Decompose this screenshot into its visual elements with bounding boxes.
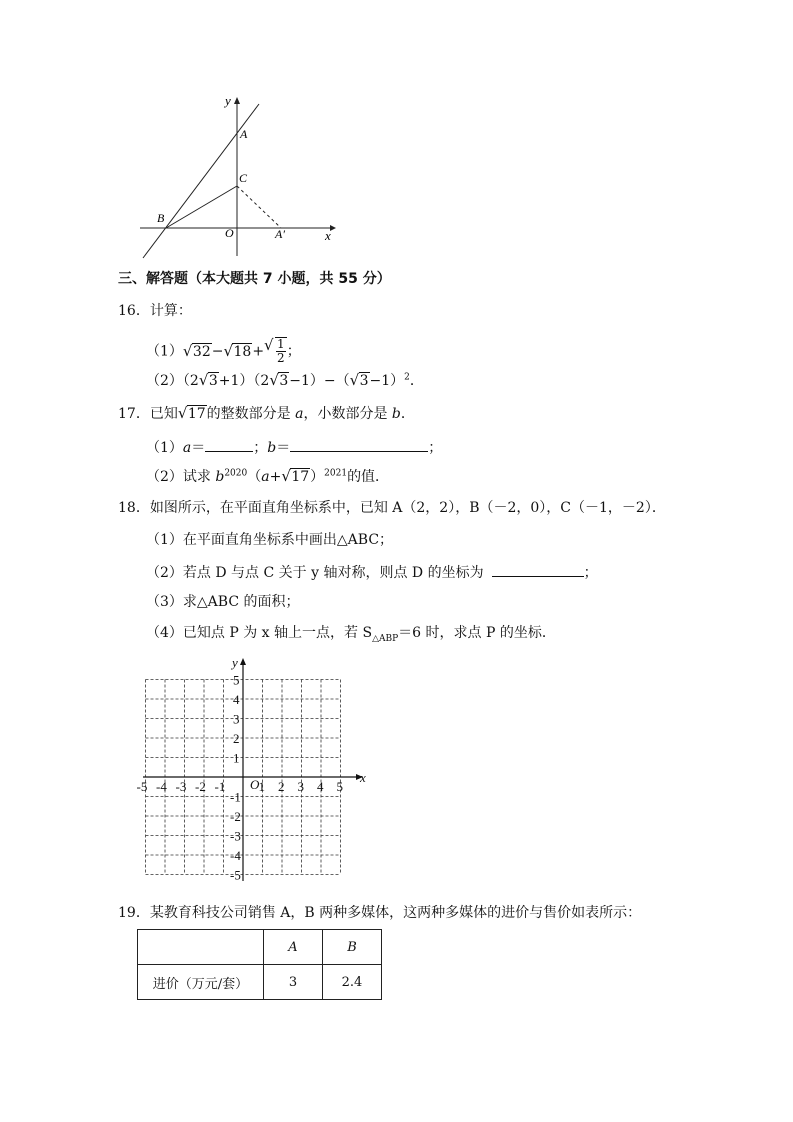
plus: + [269,469,282,485]
q16-p2-label: （2） [146,373,183,389]
x-axis-arrow [330,225,336,231]
x-tick-label: 3 [297,779,304,794]
semicolon: ； [428,440,443,456]
equals: ＝ [191,440,206,456]
top-figure [135,90,345,265]
q16-part2 [146,372,424,390]
semicolon: ； [286,343,301,360]
y-tick-label: 4 [233,692,240,707]
table-header-cell [138,930,264,965]
q18-part4 [146,624,556,642]
answer-blank-d[interactable] [492,562,584,577]
y-axis-arrow [234,97,240,104]
text: −1） [369,373,405,389]
plus: + [252,343,265,360]
fraction: √ $\frac{1}{2}$ [277,337,285,365]
var-b: b [391,406,401,422]
text: ） [310,469,325,485]
table-cell: 3 [264,965,323,1000]
exponent: 2020 [224,468,248,479]
radical: √ 3 [269,372,289,390]
q16-part1 [146,337,301,365]
price-table [137,929,382,1000]
x-tick-label: -5 [136,779,148,794]
q16-stem: 16．计算： [118,303,192,319]
exponent: 2021 [324,468,348,479]
origin-label: O [225,226,234,240]
x-tick-label: -2 [195,779,206,794]
x-tick-label: -3 [175,779,187,794]
text: 的值． [347,469,390,485]
text: ，小数部分是 [303,406,392,422]
point-a-label: A [240,127,248,141]
table-row [138,930,382,965]
y-axis-label: y [225,93,231,108]
table-header-cell: A [264,930,323,965]
radical: √ 17 [281,468,310,486]
q18-part1: （1）在平面直角坐标系中画出△ABC； [146,532,394,548]
q17-stem [118,405,415,423]
text: 的整数部分是 [206,406,296,422]
line-ca-prime [237,186,281,228]
answer-blank-b[interactable] [290,437,428,452]
text: （2）若点 D 与点 C 关于 y 轴对称，则点 D 的坐标为 [146,565,484,581]
q17-part2 [146,468,389,486]
minus: − [211,343,224,360]
q18-stem: 18．如图所示，在平面直角坐标系中，已知 A（2，2），B（－2，0），C（－1，－2）． [118,500,666,516]
var-a: a [295,406,304,422]
text: ． [400,406,415,422]
text: （2 [182,373,199,389]
text: （ [247,469,262,485]
y-tick-label: -4 [230,848,241,863]
x-tick-label: 4 [317,779,324,794]
y-tick-label: -3 [230,828,241,844]
text: ． [409,373,424,389]
y-axis-arrow [240,658,246,665]
radical: √ 3 [199,372,219,390]
semicolon: ； [583,565,598,581]
radical-fraction [264,337,287,365]
x-tick-label: -4 [156,779,167,794]
x-tick-label: 2 [278,779,285,794]
line-bc [166,186,237,228]
y-tick-label: 3 [233,711,240,727]
x-axis-label: x [360,770,366,785]
answer-blank-a[interactable] [205,437,253,452]
point-c-label: C [239,171,248,185]
y-tick-label: 2 [233,731,240,746]
y-tick-label: 5 [233,672,240,688]
q17-p1-label: （1） [146,440,183,456]
y-tick-label: -5 [230,867,241,883]
text: +1）（2 [218,373,270,389]
text: （4）已知点 P 为 x 轴上一点，若 S [146,625,373,641]
table-cell: 2.4 [323,965,382,1000]
point-a-prime-label: A′ [275,227,285,241]
x-tick-label: 1 [258,779,265,794]
semicolon: ； [253,440,268,456]
subscript: △ABP [372,633,399,644]
y-tick-label: -1 [230,789,241,805]
y-tick-label: 1 [233,750,240,766]
text: −1）−（ [289,373,350,389]
q18-part3: （3）求△ABC 的面积； [146,594,300,610]
table-cell: 进价（万元/套） [138,965,264,1000]
x-tick-label: 5 [336,779,343,794]
radical: √ 3 [350,372,370,390]
exponent: 2 [404,372,410,383]
radical: √ 17 [178,405,207,423]
q18-part2 [146,562,598,582]
text: （2）试求 [146,469,216,485]
point-b-label: B [157,211,165,225]
origin-label: O [250,777,260,792]
section-heading: 三、解答题（本大题共 7 小题，共 55 分） [118,271,391,287]
var-b: b [215,469,225,485]
radical: √ 32 [183,343,212,361]
text: ＝6 时，求点 P 的坐标． [398,625,556,641]
table-row [138,965,382,1000]
y-axis-label: y [232,655,238,670]
y-tick-label: -2 [230,809,241,824]
text: 17．已知 [118,406,178,422]
q19-stem: 19．某教育科技公司销售 A，B 两种多媒体，这两种多媒体的进价与售价如表所示： [118,905,642,921]
x-axis-label: x [325,228,331,243]
equals: ＝ [276,440,291,456]
radical: √ 18 [223,343,252,361]
table-header-cell: B [323,930,382,965]
q16-p1-label: （1） [146,343,183,360]
var-b: b [267,440,277,456]
x-tick-label: -1 [214,779,226,794]
var-a: a [182,440,192,456]
coordinate-grid[interactable] [138,655,373,887]
var-a: a [261,469,270,485]
q17-part1 [146,437,442,457]
